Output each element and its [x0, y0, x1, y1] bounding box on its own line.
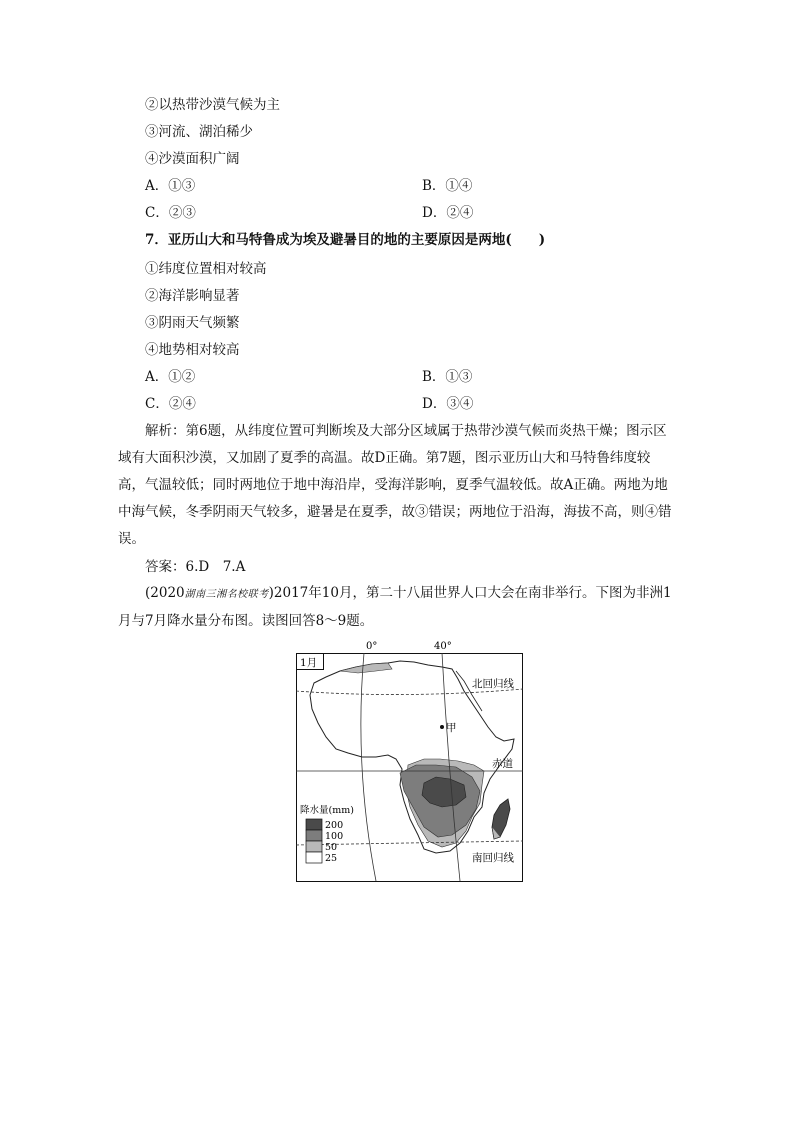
q7-stem: 7．亚历山大和马特鲁成为埃及避暑目的地的主要原因是两地( ): [145, 232, 546, 248]
month-label: 1月: [300, 657, 318, 669]
q6-item-4: ④沙漠面积广阔: [145, 151, 240, 167]
legend-title: 降水量(mm): [300, 805, 354, 816]
legend-swatch: [306, 830, 322, 841]
tropic-south-label: 南回归线: [472, 852, 514, 864]
q6-item-3: ③河流、湖泊稀少: [145, 124, 253, 140]
lon-40-label: 40°: [434, 641, 452, 652]
legend-label: 50: [325, 842, 338, 853]
africa-precipitation-map: [296, 637, 524, 883]
q7-option-c: C．②④: [145, 396, 196, 412]
legend-label: 100: [325, 831, 344, 842]
q7-option-d: D．③④: [422, 396, 474, 412]
source-name: 湖南三湘名校联考: [184, 589, 269, 600]
q7-item-1: ①纬度位置相对较高: [145, 261, 267, 277]
legend-swatch: [306, 841, 322, 852]
q6-option-b: B．①④: [422, 178, 473, 194]
q7-item-4: ④地势相对较高: [145, 342, 240, 358]
answer-line: 答案：6.D 7.A: [145, 559, 246, 575]
intro-text: 2017年10月，第二十八届世界人口大会在南非举行。下图为非洲1月与7月降水量分布图。读图回答8～9题。: [118, 585, 672, 629]
source-open: (2020: [145, 585, 185, 601]
legend-swatch: [306, 852, 322, 863]
legend-label: 25: [325, 853, 338, 864]
q6-option-c: C．②③: [145, 205, 196, 221]
q7-item-2: ②海洋影响显著: [145, 288, 240, 304]
q7-item-3: ③阴雨天气频繁: [145, 315, 240, 331]
q7-option-a: A．①②: [145, 369, 196, 385]
intro-paragraph: [118, 580, 676, 635]
point-jia-label: 甲: [446, 722, 457, 734]
analysis-paragraph: 解析：第6题，从纬度位置可判断埃及大部分区域属于热带沙漠气候而炎热干燥；图示区域有大面积沙漠，又加剧了夏季的高温。故D正确。第7题，图示亚历山大和马特鲁纬度较高，气温较低；同时两地位于地中海沿岸，受海洋影响，夏季气温较低。故A正确。两地为地中海气候，冬季阴雨天气较多，避暑是在夏季，故③错误；两地位于沿海，海拔不高，则④错误。: [118, 423, 672, 547]
tropic-north-label: 北回归线: [472, 678, 514, 690]
point-jia-dot: [440, 725, 444, 729]
legend-swatch: [306, 819, 322, 830]
q6-option-a: A．①③: [145, 178, 196, 194]
source-close: ): [268, 585, 274, 601]
q6-item-2: ②以热带沙漠气候为主: [145, 97, 280, 113]
q6-option-d: D．②④: [422, 205, 474, 221]
equator-label: 赤道: [492, 758, 513, 770]
q7-option-b: B．①③: [422, 369, 473, 385]
lon-0-label: 0°: [366, 641, 378, 652]
legend-label: 200: [325, 820, 344, 831]
